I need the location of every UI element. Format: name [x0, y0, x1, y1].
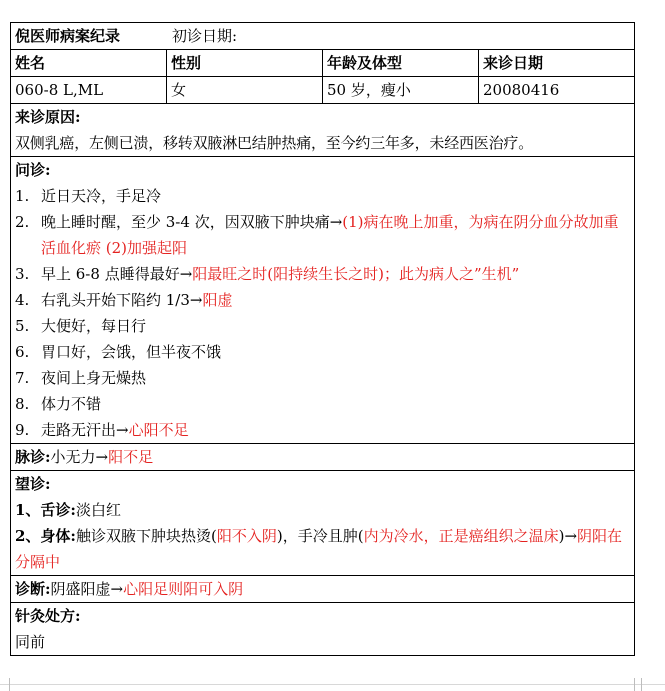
diagnosis-text: 阴盛阳虚→	[50, 580, 124, 598]
record-title: 倪医师病案纪录	[15, 27, 121, 45]
diagnosis-cell	[11, 576, 635, 603]
page-bottom-rule	[0, 684, 665, 685]
inquiry-item-number: 1.	[15, 187, 30, 205]
inquiry-row	[11, 157, 635, 444]
inquiry-item-note: 阳最旺之时(阳持续生长之时)；此为病人之”生机”	[192, 265, 520, 283]
inquiry-item-note: 心阳不足	[128, 421, 189, 439]
tongue-label: 1、舌诊:	[15, 501, 76, 519]
title-row	[11, 23, 635, 50]
inquiry-item	[15, 339, 630, 365]
body-note-1: 阳不入阴	[216, 527, 277, 545]
patient-value-row	[11, 77, 635, 104]
column-header-age: 年龄及体型	[323, 50, 479, 77]
inquiry-cell	[11, 157, 635, 444]
case-record-table	[10, 22, 635, 656]
inquiry-item-note: 阳虚	[202, 291, 233, 309]
inquiry-item	[15, 365, 630, 391]
inquiry-item	[15, 183, 630, 209]
inquiry-item-text: 体力不错	[41, 395, 102, 413]
column-header-name: 姓名	[11, 50, 167, 77]
inquiry-item	[15, 287, 630, 313]
inquiry-item	[15, 391, 630, 417]
inquiry-item-text: 近日天冷，手足冷	[41, 187, 162, 205]
body-text-2: )，手冷且肿(	[276, 527, 364, 545]
body-note-3: 阴阳在分隔中	[15, 527, 623, 571]
inquiry-item	[15, 417, 630, 443]
inquiry-item-text: 晚上睡时醒，至少 3-4 次，因双腋下肿块痛→	[41, 213, 343, 231]
reason-text: 双侧乳癌，左侧已溃，移转双腋淋巴结肿热痛，至今约三年多，未经西医治疗。	[15, 134, 534, 152]
inspection-row	[11, 471, 635, 576]
diagnosis-label: 诊断:	[15, 580, 51, 598]
inquiry-label: 问诊:	[15, 161, 51, 179]
body-line	[15, 523, 630, 575]
body-text-3: )→	[558, 527, 578, 545]
inquiry-item-text: 右乳头开始下陷约 1/3→	[41, 291, 203, 309]
acupuncture-cell	[11, 603, 635, 656]
acupuncture-text: 同前	[15, 633, 46, 651]
inquiry-item-text: 走路无汗出→	[41, 421, 129, 439]
reason-cell	[11, 104, 635, 157]
margin-tick-left	[9, 678, 10, 691]
column-header-date: 来诊日期	[479, 50, 635, 77]
pulse-row	[11, 444, 635, 471]
inquiry-item-text: 胃口好，会饿，但半夜不饿	[41, 343, 222, 361]
patient-header-row	[11, 50, 635, 77]
inquiry-item-number: 6.	[15, 343, 30, 361]
visit-date: 20080416	[479, 77, 635, 104]
column-header-sex: 性别	[167, 50, 323, 77]
inquiry-item-text: 大便好，每日行	[41, 317, 147, 335]
inquiry-item-text: 早上 6-8 点睡得最好→	[41, 265, 193, 283]
inquiry-item-number: 8.	[15, 395, 30, 413]
patient-sex: 女	[167, 77, 323, 104]
pulse-cell	[11, 444, 635, 471]
tongue-text: 淡白红	[75, 501, 121, 519]
acupuncture-label: 针灸处方:	[15, 607, 81, 625]
inquiry-item	[15, 261, 630, 287]
inspection-label: 望诊:	[15, 475, 51, 493]
first-visit-label: 初诊日期:	[172, 27, 238, 45]
tongue-line	[15, 497, 630, 523]
body-label: 2、身体:	[15, 527, 76, 545]
inquiry-item-number: 5.	[15, 317, 30, 335]
pulse-note: 阳不足	[108, 448, 154, 466]
pulse-label: 脉诊:	[15, 448, 51, 466]
diagnosis-row	[11, 576, 635, 603]
inquiry-item-number: 9.	[15, 421, 30, 439]
title-cell	[11, 23, 635, 50]
reason-label: 来诊原因:	[15, 108, 81, 126]
inquiry-list	[15, 183, 630, 443]
inquiry-item-number: 4.	[15, 291, 30, 309]
inquiry-item	[15, 313, 630, 339]
margin-tick-right-inner	[634, 678, 635, 691]
patient-age: 50 岁，瘦小	[323, 77, 479, 104]
reason-row	[11, 104, 635, 157]
inspection-cell	[11, 471, 635, 576]
diagnosis-note: 心阳足则阳可入阴	[123, 580, 244, 598]
inquiry-item-text: 夜间上身无燥热	[41, 369, 147, 387]
inquiry-item-number: 3.	[15, 265, 30, 283]
pulse-text: 小无力→	[50, 448, 109, 466]
patient-name: 060-8 L,ML	[11, 77, 167, 104]
inquiry-item-number: 2.	[15, 213, 30, 231]
body-note-2: 内为冷水，正是癌组织之温床	[363, 527, 559, 545]
inquiry-item	[15, 209, 630, 261]
body-text-1: 触诊双腋下肿块热烫(	[75, 527, 217, 545]
inquiry-item-number: 7.	[15, 369, 30, 387]
margin-tick-right	[641, 678, 642, 691]
acupuncture-row	[11, 603, 635, 656]
inquiry-item-note: (1)病在晚上加重，为病在阴分血分故加重活血化瘀 (2)加强起阳	[41, 213, 619, 257]
